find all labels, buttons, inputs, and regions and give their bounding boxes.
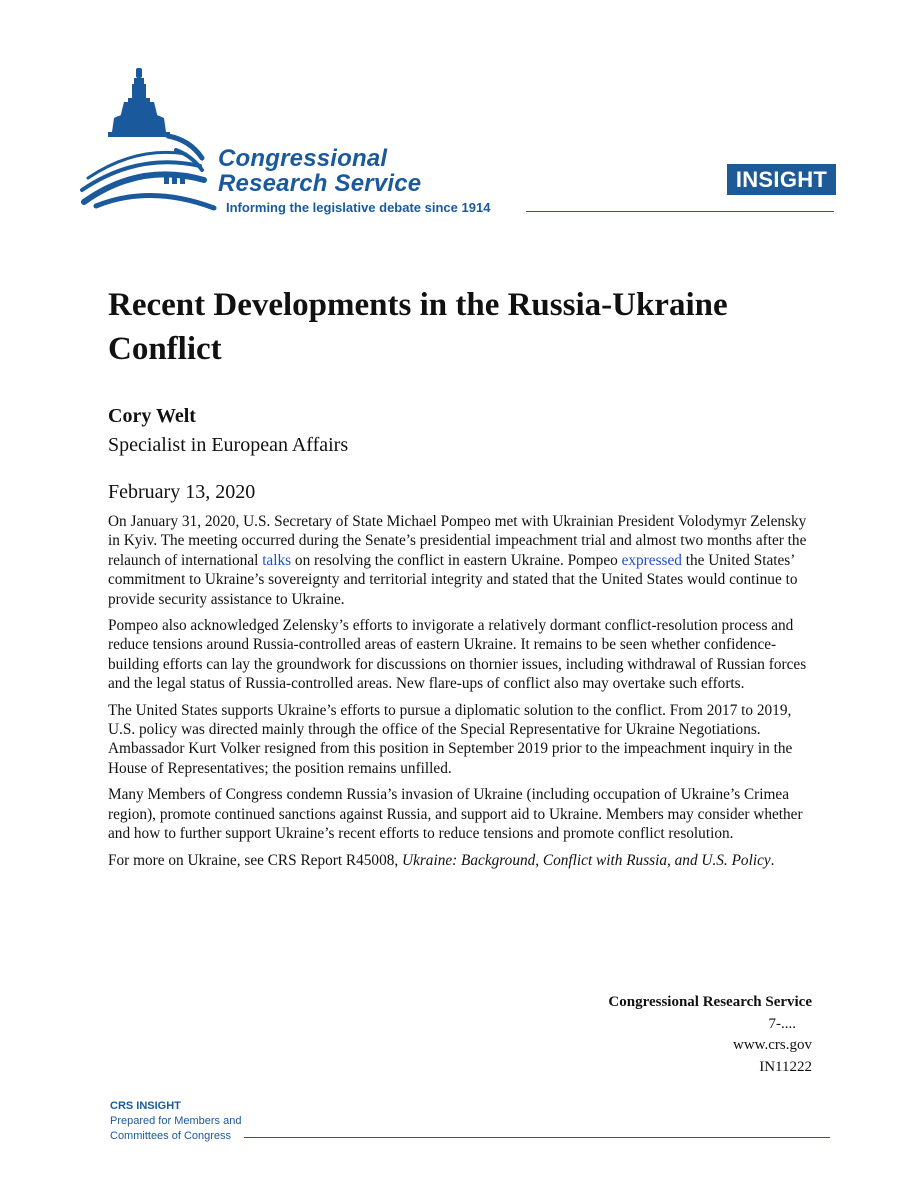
article-body <box>108 512 814 877</box>
footer-crs-insight <box>110 1099 241 1144</box>
expressed-link[interactable]: expressed <box>621 551 682 569</box>
footer-rule <box>244 1137 830 1138</box>
footer-prepared-1: Prepared for Members and <box>110 1115 242 1127</box>
footer-info <box>608 992 812 1078</box>
capitol-dome-icon <box>80 66 230 216</box>
talks-link[interactable]: talks <box>262 551 292 569</box>
paragraph-5: For more on Ukraine, see CRS Report R45008, Ukraine: Background, Conflict with Russia, and U.S. Policy. <box>108 851 775 869</box>
footer-org: Congressional Research Service <box>608 994 812 1010</box>
author-role: Specialist in European Affairs <box>108 434 349 456</box>
report-id: IN11222 <box>759 1058 812 1075</box>
tagline: Informing the legislative debate since 1914 <box>226 200 491 215</box>
report-title: Ukraine: Background, Conflict with Russia, and U.S. Policy <box>402 851 771 869</box>
footer-code: 7-.... <box>768 1015 796 1032</box>
org-name-line1: Congressional <box>218 145 388 172</box>
footer-prepared-2: Committees of Congress <box>110 1130 232 1142</box>
paragraph-3: The United States supports Ukraine’s efforts to pursue a diplomatic solution to the conflict. From 2017 to 2019, U.S. policy was directed mainly through the office of the Special Representative for Ukraine Negotiations. Ambassador Kurt Volker resigned from this position in September 2019 prior to the impeachment inquiry in the House of Representatives; the position remains unfilled. <box>108 701 793 777</box>
page-title: Recent Developments in the Russia-Ukraine Conflict <box>108 287 728 367</box>
crs-wordmark <box>218 146 421 196</box>
paragraph-4: Many Members of Congress condemn Russia’s invasion of Ukraine (including occupation of Ukraine’s Crimea region), promote continued sanctions against Russia, and support aid to Ukraine. Members may consider whether and how to further support Ukraine’s recent efforts to reduce tensions and promote conflict resolution. <box>108 786 803 843</box>
footer-kicker: CRS INSIGHT <box>110 1100 181 1112</box>
header-rule <box>526 211 834 212</box>
author-name: Cory Welt <box>108 405 196 427</box>
footer-url: www.crs.gov <box>732 1037 812 1053</box>
paragraph-2: Pompeo also acknowledged Zelensky’s efforts to invigorate a relatively dormant conflict-resolution process and reduce tensions around Russia-controlled areas of eastern Ukraine. It remains to be seen whether confidence-building efforts can lay the groundwork for discussions on thornier issues, including withdrawal of Russian forces and the legal status of Russia-controlled areas. New flare-ups of conflict also may overtake such efforts. <box>108 617 807 693</box>
org-name-line2: Research Service <box>218 170 422 197</box>
insight-badge: INSIGHT <box>727 164 836 195</box>
paragraph-1: On January 31, 2020, U.S. Secretary of State Michael Pompeo met with Ukrainian President Volodymyr Zelensky in Kyiv. The meeting occurred during the Senate’s presidential impeachment trial and almost two months after the relaunch of international talks on resolving the conflict in eastern Ukraine. Pompeo expressed the United States’ commitment to Ukraine’s sovereignty and territorial integrity and stated that the United States would continue to provide security assistance to Ukraine. <box>108 513 807 608</box>
publication-date: February 13, 2020 <box>108 481 256 503</box>
